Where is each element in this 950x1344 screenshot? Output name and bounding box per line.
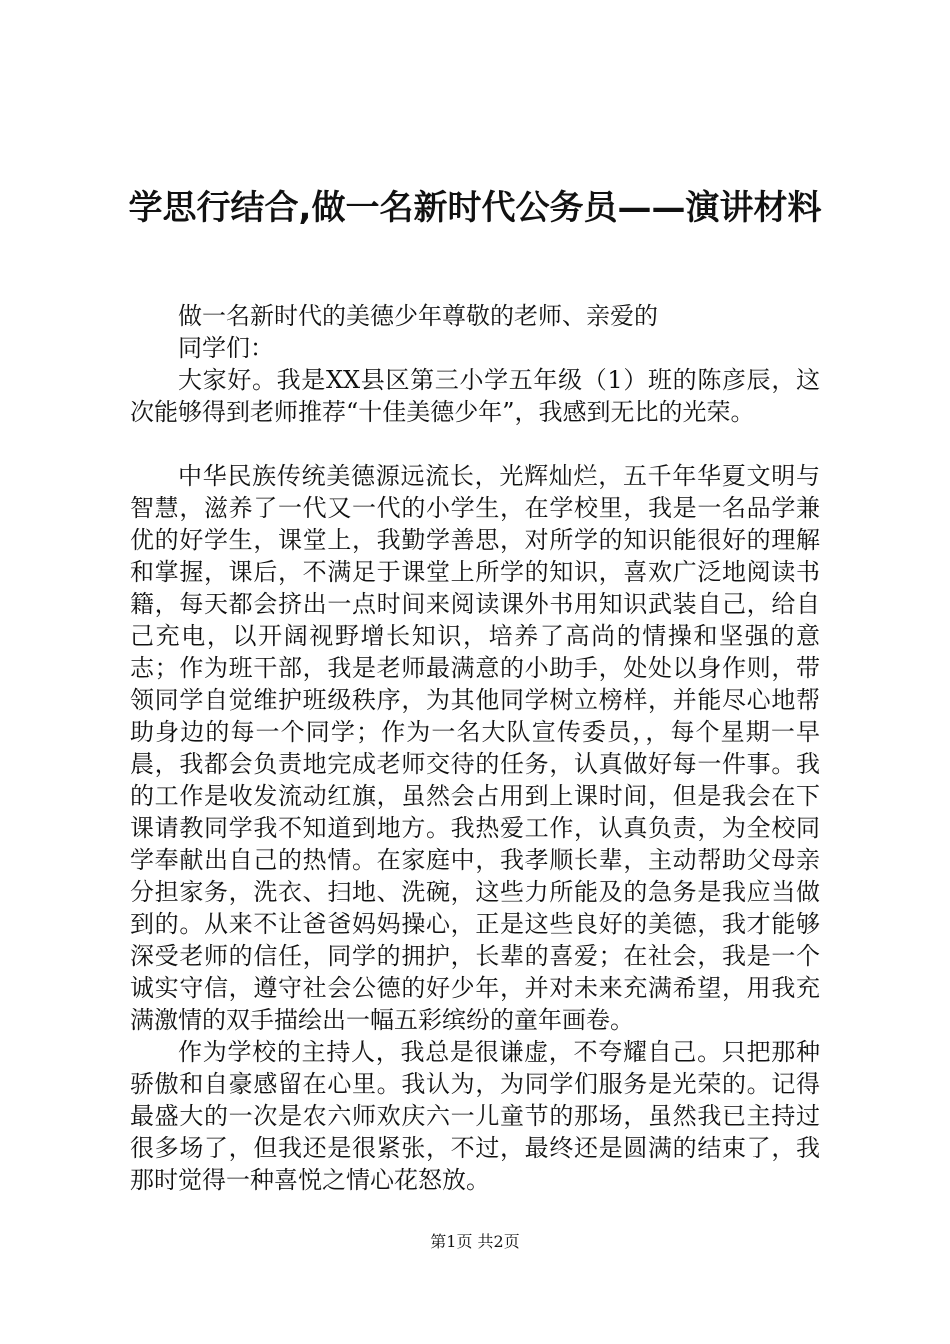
document-body (130, 300, 820, 1196)
paragraph-greeting: 大家好。我是XX县区第三小学五年级（1）班的陈彦辰，这次能够得到老师推荐“十佳美德少年”，我感到无比的光荣。 (130, 366, 820, 426)
paragraph-virtues: 中华民族传统美德源远流长，光辉灿烂，五千年华夏文明与智慧，滋养了一代又一代的小学生，在学校里，我是一名品学兼优的好学生，课堂上，我勤学善思，对所学的知识能很好的理解和掌握，课后，不满足于课堂上所学的知识，喜欢广泛地阅读书籍，每天都会挤出一点时间来阅读课外书用知识武装自己，给自己充电，以开阔视野增长知识，培养了高尚的情操和坚强的意志；作为班干部，我是老师最满意的小助手，处处以身作则，带领同学自觉维护班级秩序，为其他同学树立榜样，并能尽心地帮助身边的每一个同学；作为一名大队宣传委员，，每个星期一早晨，我都会负责地完成老师交待的任务，认真做好每一件事。我的工作是收发流动红旗，虽然会占用到上课时间，但是我会在下课请教同学我不知道到地方。我热爱工作，认真负责，为全校同学奉献出自己的热情。在家庭中，我孝顺长辈，主动帮助父母亲分担家务，洗衣、扫地、洗碗，这些力所能及的急务是我应当做到的。从来不让爸爸妈妈操心，正是这些良好的美德，我才能够深受老师的信任，同学的拥护，长辈的喜爱；在社会，我是一个诚实守信，遵守社会公德的好少年，并对未来充满希望，用我充满激情的双手描绘出一幅五彩缤纷的童年画卷。 (130, 462, 820, 1034)
paragraph-opening: 做一名新时代的美德少年尊敬的老师、亲爱的 (178, 302, 658, 330)
paragraph-host: 作为学校的主持人，我总是很谦虚，不夸耀自己。只把那种骄傲和自豪感留在心里。我认为，为同学们服务是光荣的。记得最盛大的一次是农六师欢庆六一儿童节的那场，虽然我已主持过很多场了，但我还是很紧张，不过，最终还是圆满的结束了，我那时觉得一种喜悦之情心花怒放。 (130, 1038, 820, 1194)
document-title: 学思行结合,做一名新时代公务员——演讲材料 (128, 188, 822, 228)
page-footer: 第1页 共2页 (430, 1232, 520, 1251)
paragraph-salutation: 同学们： (178, 334, 274, 362)
